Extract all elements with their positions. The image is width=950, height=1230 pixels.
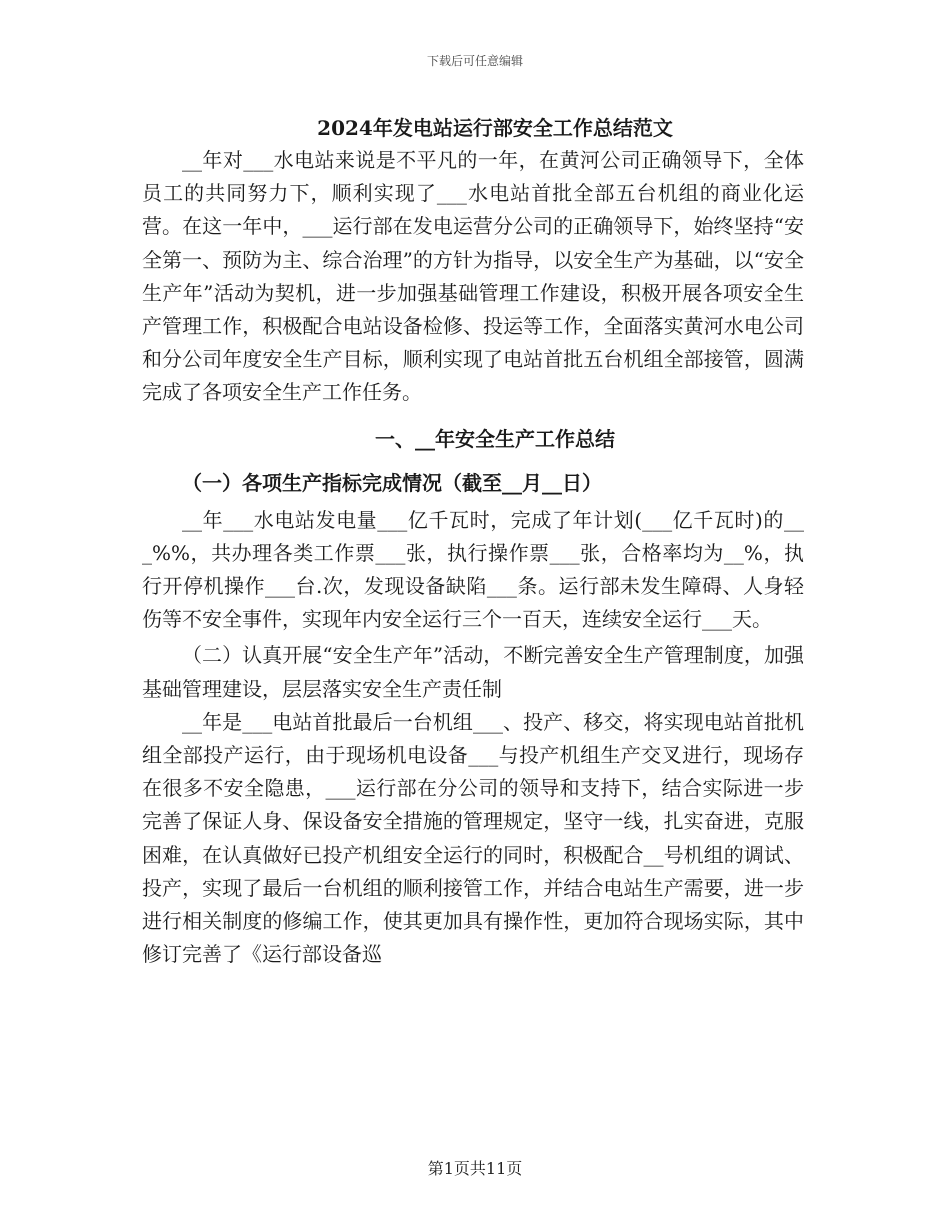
subsection-2-paragraph: __年是___电站首批最后一台机组___、投产、移交，将实现电站首批机组全部投产运行，由于现场机电设备___与投产机组生产交叉进行，现场存在很多不安全隐患，___运行部在分公司的领导和支持下，结合实际进一步完善了保证人身、保设备安全措施的管理规定，坚守一线，扎实奋进，克服困难，在认真做好已投产机组安全运行的同时，积极配合__号机组的调试、投产，实现了最后一台机组的顺利接管工作，并结合电站生产需要，进一步进行相关制度的修编工作，使其更加具有操作性，更加符合现场实际，其中修订完善了《运行部设备巡 — [142, 709, 804, 967]
section-1-heading: 一、__年安全生产工作总结 — [375, 426, 615, 451]
page-footer: 第1页共11页 — [427, 1159, 523, 1178]
subsection-2-heading: （二）认真开展“安全生产年”活动，不断完善安全生产管理制度，加强基础管理建设，层层落实安全生产责任制 — [142, 643, 804, 701]
subsection-1-paragraph: __年___水电站发电量___亿千瓦时，完成了年计划(___亿千瓦时)的___%%，共办理各类工作票___张，执行操作票___张，合格率均为__%，执行开停机操作___台.次，发现设备缺陷___条。运行部未发生障碍、人身轻伤等不安全事件，实现年内安全运行三个一百天，连续安全运行___天。 — [142, 507, 804, 632]
subsection-1-heading: （一）各项生产指标完成情况（截至__月__日） — [182, 470, 602, 495]
document-content — [142, 112, 804, 971]
header-note: 下载后可任意编辑 — [426, 54, 523, 68]
document-title: 2024年发电站运行部安全工作总结范文 — [317, 116, 673, 140]
intro-paragraph: __年对___水电站来说是不平凡的一年，在黄河公司正确领导下，全体员工的共同努力下，顺利实现了___水电站首批全部五台机组的商业化运营。在这一年中，___运行部在发电运营分公司的正确领导下，始终坚持“安全第一、预防为主、综合治理”的方针为指导，以安全生产为基础，以“安全生产年”活动为契机，进一步加强基础管理工作建设，积极开展各项安全生产管理工作，积极配合电站设备检修、投运等工作，全面落实黄河水电公司和分公司年度安全生产目标，顺利实现了电站首批五台机组全部接管，圆满完成了各项安全生产工作任务。 — [142, 148, 804, 405]
